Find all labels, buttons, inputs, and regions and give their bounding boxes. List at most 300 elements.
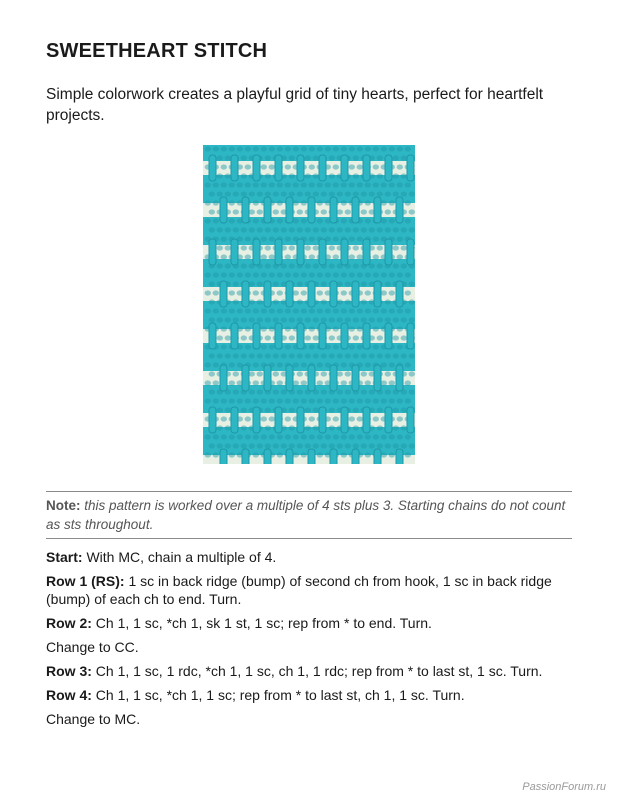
stitch: [289, 425, 295, 430]
stitch: [221, 236, 227, 241]
stitch: [297, 389, 303, 394]
stitch: [397, 308, 403, 313]
dropped-stitch: [385, 407, 392, 433]
stitch: [405, 272, 411, 277]
stitch: [257, 299, 263, 304]
dropped-stitch: [220, 365, 227, 391]
stitch: [353, 353, 359, 358]
stitch: [253, 452, 259, 457]
stitch: [225, 317, 231, 322]
stitch: [249, 389, 255, 394]
stitch: [257, 227, 263, 232]
stitch: [257, 317, 263, 322]
stitch: [261, 308, 267, 313]
stitch: [349, 146, 355, 151]
stitch: [313, 155, 319, 160]
stitch: [353, 407, 359, 412]
stitch: [337, 443, 343, 448]
stitch: [369, 191, 375, 196]
stitch: [393, 443, 399, 448]
stitch: [293, 272, 299, 277]
pattern-note: [46, 496, 572, 534]
stitch: [249, 299, 255, 304]
stitch: [393, 263, 399, 268]
stitch: [329, 245, 335, 250]
stitch: [373, 146, 379, 151]
stitch: [329, 353, 335, 358]
note-bottom-rule: [46, 538, 572, 539]
stitch: [253, 290, 259, 295]
stitch: [313, 191, 319, 196]
stitch: [373, 416, 379, 421]
stitch: [393, 155, 399, 160]
stitch: [321, 353, 327, 358]
stitch: [269, 344, 275, 349]
stitch: [381, 452, 387, 457]
stitch: [357, 164, 363, 169]
stitch: [293, 452, 299, 457]
stitch: [293, 380, 299, 385]
stitch: [229, 452, 235, 457]
dropped-stitch: [308, 365, 315, 391]
crochet-swatch-photo: [203, 145, 415, 464]
stitch: [333, 398, 339, 403]
stitch: [289, 317, 295, 322]
stitch: [381, 290, 387, 295]
stitch: [277, 434, 283, 439]
stitch: [305, 425, 311, 430]
stitch: [297, 317, 303, 322]
dropped-stitch: [363, 155, 370, 181]
stitch: [317, 290, 323, 295]
dropped-stitch: [286, 197, 293, 223]
stitch: [349, 326, 355, 331]
stitch: [345, 281, 351, 286]
stitch: [237, 398, 243, 403]
stitch: [393, 407, 399, 412]
stitch: [365, 308, 371, 313]
stitch: [341, 146, 347, 151]
stitch: [401, 317, 407, 322]
stitch: [305, 155, 311, 160]
stitch: [341, 272, 347, 277]
stitch: [389, 452, 395, 457]
stitch: [305, 317, 311, 322]
stitch: [221, 416, 227, 421]
stitch: [229, 434, 235, 439]
stitch: [293, 398, 299, 403]
stitch: [377, 245, 383, 250]
stitch: [217, 443, 223, 448]
stitch: [349, 308, 355, 313]
stitch: [369, 443, 375, 448]
stitch: [373, 398, 379, 403]
stitch: [245, 434, 251, 439]
stitch: [225, 155, 231, 160]
dropped-stitch: [297, 155, 304, 181]
stitch: [405, 362, 411, 367]
stitch: [325, 434, 331, 439]
stitch: [297, 209, 303, 214]
stitch: [289, 245, 295, 250]
stitch: [361, 389, 367, 394]
stitch: [357, 416, 363, 421]
stitch: [233, 317, 239, 322]
stitch: [409, 371, 415, 376]
stitch: [409, 353, 415, 358]
stitch: [281, 389, 287, 394]
stitch: [253, 434, 259, 439]
stitch: [221, 326, 227, 331]
watermark: PassionForum.ru: [522, 781, 606, 793]
stitch: [329, 335, 335, 340]
stitch: [241, 353, 247, 358]
stitch: [233, 227, 239, 232]
stitch: [405, 218, 411, 223]
stitch: [313, 407, 319, 412]
stitch: [377, 227, 383, 232]
stitch: [285, 236, 291, 241]
stitch: [241, 443, 247, 448]
stitch: [265, 317, 271, 322]
stitch: [329, 407, 335, 412]
stitch: [361, 209, 367, 214]
stitch: [301, 308, 307, 313]
stitch: [397, 344, 403, 349]
stitch: [405, 290, 411, 295]
dropped-stitch: [264, 197, 271, 223]
stitch: [381, 308, 387, 313]
stitch: [229, 290, 235, 295]
stitch: [373, 164, 379, 169]
stitch: [405, 380, 411, 385]
stitch: [409, 227, 415, 232]
stitch: [217, 227, 223, 232]
dropped-stitch: [209, 407, 216, 433]
stitch: [213, 290, 219, 295]
stitch: [333, 326, 339, 331]
stitch: [353, 227, 359, 232]
stitch: [393, 317, 399, 322]
stitch: [249, 443, 255, 448]
stitch: [309, 182, 315, 187]
dropped-stitch: [319, 407, 326, 433]
stitch: [301, 218, 307, 223]
dropped-stitch: [319, 239, 326, 265]
stitch: [305, 407, 311, 412]
dropped-stitch: [374, 365, 381, 391]
stitch: [253, 362, 259, 367]
dropped-stitch: [319, 323, 326, 349]
stitch: [345, 389, 351, 394]
stitch: [237, 272, 243, 277]
stitch: [401, 263, 407, 268]
stitch: [349, 254, 355, 259]
stitch: [233, 371, 239, 376]
stitch: [389, 146, 395, 151]
stitch: [397, 164, 403, 169]
stitch: [253, 146, 259, 151]
stitch: [317, 146, 323, 151]
stitch: [265, 227, 271, 232]
stitch: [353, 335, 359, 340]
step-row-2: Row 2: Ch 1, 1 sc, *ch 1, sk 1 st, 1 sc; rep from * to end. Turn.: [46, 615, 432, 631]
stitch: [341, 200, 347, 205]
stitch: [365, 182, 371, 187]
stitch: [337, 299, 343, 304]
stitch: [229, 200, 235, 205]
dropped-stitch: [209, 323, 216, 349]
stitch: [305, 353, 311, 358]
stitch: [249, 371, 255, 376]
stitch: [277, 308, 283, 313]
step-row-3: Row 3: Ch 1, 1 sc, 1 rdc, *ch 1, 1 sc, ch 1, 1 rdc; rep from * to last st, 1 sc. Turn.: [46, 663, 543, 679]
note-text: this pattern is worked over a multiple of 4 sts plus 3. Starting chains do not count as sts throughout.: [46, 498, 566, 532]
stitch: [289, 173, 295, 178]
stitch: [281, 317, 287, 322]
stitch: [293, 434, 299, 439]
stitch: [309, 146, 315, 151]
stitch: [253, 380, 259, 385]
stitch: [285, 416, 291, 421]
dropped-stitch: [275, 323, 282, 349]
stitch: [309, 398, 315, 403]
stitch: [345, 317, 351, 322]
stitch: [289, 335, 295, 340]
stitch: [389, 308, 395, 313]
stitch: [289, 407, 295, 412]
stitch: [357, 182, 363, 187]
dropped-stitch: [242, 449, 249, 464]
stitch: [321, 371, 327, 376]
stitch: [313, 245, 319, 250]
stitch: [285, 272, 291, 277]
stitch: [393, 173, 399, 178]
stitch: [213, 200, 219, 205]
stitch: [341, 290, 347, 295]
stitch: [261, 236, 267, 241]
stitch: [217, 353, 223, 358]
stitch: [337, 389, 343, 394]
stitch: [373, 326, 379, 331]
stitch: [261, 326, 267, 331]
stitch: [329, 443, 335, 448]
stitch: [401, 155, 407, 160]
stitch: [309, 236, 315, 241]
stitch: [209, 299, 215, 304]
stitch: [381, 362, 387, 367]
stitch: [401, 191, 407, 196]
stitch: [277, 182, 283, 187]
stitch: [297, 371, 303, 376]
stitch: [229, 380, 235, 385]
stitch: [301, 380, 307, 385]
stitch: [329, 317, 335, 322]
stitch: [389, 200, 395, 205]
stitch: [269, 182, 275, 187]
stitch: [293, 290, 299, 295]
dropped-stitch: [264, 281, 271, 307]
stitch: [261, 416, 267, 421]
stitch: [213, 182, 219, 187]
stitch: [253, 182, 259, 187]
stitch: [265, 407, 271, 412]
stitch: [229, 218, 235, 223]
dropped-stitch: [308, 197, 315, 223]
step-change-mc: Change to MC.: [46, 711, 141, 727]
stitch: [241, 155, 247, 160]
stitch: [277, 218, 283, 223]
stitch: [405, 398, 411, 403]
stitch: [293, 218, 299, 223]
stitch: [301, 182, 307, 187]
stitch: [329, 155, 335, 160]
stitch: [397, 146, 403, 151]
stitch: [285, 326, 291, 331]
stitch: [341, 182, 347, 187]
stitch: [349, 398, 355, 403]
stitch: [297, 191, 303, 196]
dropped-stitch: [352, 197, 359, 223]
stitch: [225, 173, 231, 178]
stitch: [373, 236, 379, 241]
dropped-stitch: [330, 449, 337, 464]
dropped-stitch: [385, 239, 392, 265]
stitch: [277, 200, 283, 205]
stitch: [297, 281, 303, 286]
stitch: [389, 272, 395, 277]
dropped-stitch: [330, 197, 337, 223]
stitch: [233, 299, 239, 304]
stitch: [357, 146, 363, 151]
stitch: [361, 299, 367, 304]
stitch: [241, 191, 247, 196]
stitch: [393, 227, 399, 232]
stitch: [265, 335, 271, 340]
stitch: [353, 173, 359, 178]
stitch: [285, 308, 291, 313]
stitch: [245, 236, 251, 241]
intro-paragraph: Simple colorwork creates a playful grid of tiny hearts, perfect for heartfelt projects.: [46, 86, 544, 124]
stitch: [309, 164, 315, 169]
stitch: [325, 272, 331, 277]
stitch: [357, 254, 363, 259]
dropped-stitch: [231, 323, 238, 349]
stitch: [349, 434, 355, 439]
stitch: [245, 398, 251, 403]
stitch: [241, 263, 247, 268]
stitch: [377, 191, 383, 196]
stitch: [297, 443, 303, 448]
stitch: [357, 326, 363, 331]
stitch: [393, 335, 399, 340]
stitch: [365, 218, 371, 223]
stitch: [241, 227, 247, 232]
stitch: [381, 146, 387, 151]
stitch: [277, 380, 283, 385]
stitch: [317, 398, 323, 403]
stitch: [385, 281, 391, 286]
stitch: [373, 182, 379, 187]
stitch: [361, 281, 367, 286]
stitch: [205, 308, 211, 313]
stitch: [209, 443, 215, 448]
stitch: [345, 209, 351, 214]
stitch: [313, 173, 319, 178]
stitch: [209, 389, 215, 394]
stitch: [213, 434, 219, 439]
stitch: [337, 209, 343, 214]
stitch: [361, 371, 367, 376]
dropped-stitch: [407, 239, 414, 265]
stitch: [225, 263, 231, 268]
stitch: [341, 362, 347, 367]
dropped-stitch: [231, 407, 238, 433]
dropped-stitch: [407, 323, 414, 349]
dropped-stitch: [341, 155, 348, 181]
stitch: [373, 434, 379, 439]
stitch: [329, 173, 335, 178]
stitch: [213, 272, 219, 277]
dropped-stitch: [341, 239, 348, 265]
stitch: [265, 245, 271, 250]
stitch: [241, 335, 247, 340]
stitch: [309, 326, 315, 331]
stitch: [309, 272, 315, 277]
stitch: [329, 191, 335, 196]
stitch: [341, 398, 347, 403]
dropped-stitch: [363, 407, 370, 433]
stitch: [301, 452, 307, 457]
step-start: Start: With MC, chain a multiple of 4.: [46, 549, 277, 565]
stitch: [317, 218, 323, 223]
stitch: [217, 317, 223, 322]
stitch: [229, 182, 235, 187]
stitch: [409, 299, 415, 304]
stitch: [285, 146, 291, 151]
stitch: [309, 416, 315, 421]
stitch: [393, 245, 399, 250]
stitch: [329, 227, 335, 232]
stitch: [317, 434, 323, 439]
stitch: [385, 209, 391, 214]
stitch: [377, 173, 383, 178]
stitch: [213, 218, 219, 223]
stitch: [337, 191, 343, 196]
stitch: [257, 209, 263, 214]
stitch: [349, 164, 355, 169]
stitch: [217, 335, 223, 340]
stitch: [333, 272, 339, 277]
stitch: [409, 191, 415, 196]
stitch: [285, 182, 291, 187]
stitch: [401, 227, 407, 232]
dropped-stitch: [407, 155, 414, 181]
stitch: [293, 200, 299, 205]
stitch: [289, 263, 295, 268]
stitch: [221, 146, 227, 151]
stitch: [353, 443, 359, 448]
stitch: [273, 191, 279, 196]
stitch: [365, 434, 371, 439]
stitch: [209, 281, 215, 286]
stitch: [353, 245, 359, 250]
stitch: [229, 308, 235, 313]
dropped-stitch: [231, 155, 238, 181]
dropped-stitch: [308, 449, 315, 464]
stitch: [361, 443, 367, 448]
stitch: [349, 344, 355, 349]
